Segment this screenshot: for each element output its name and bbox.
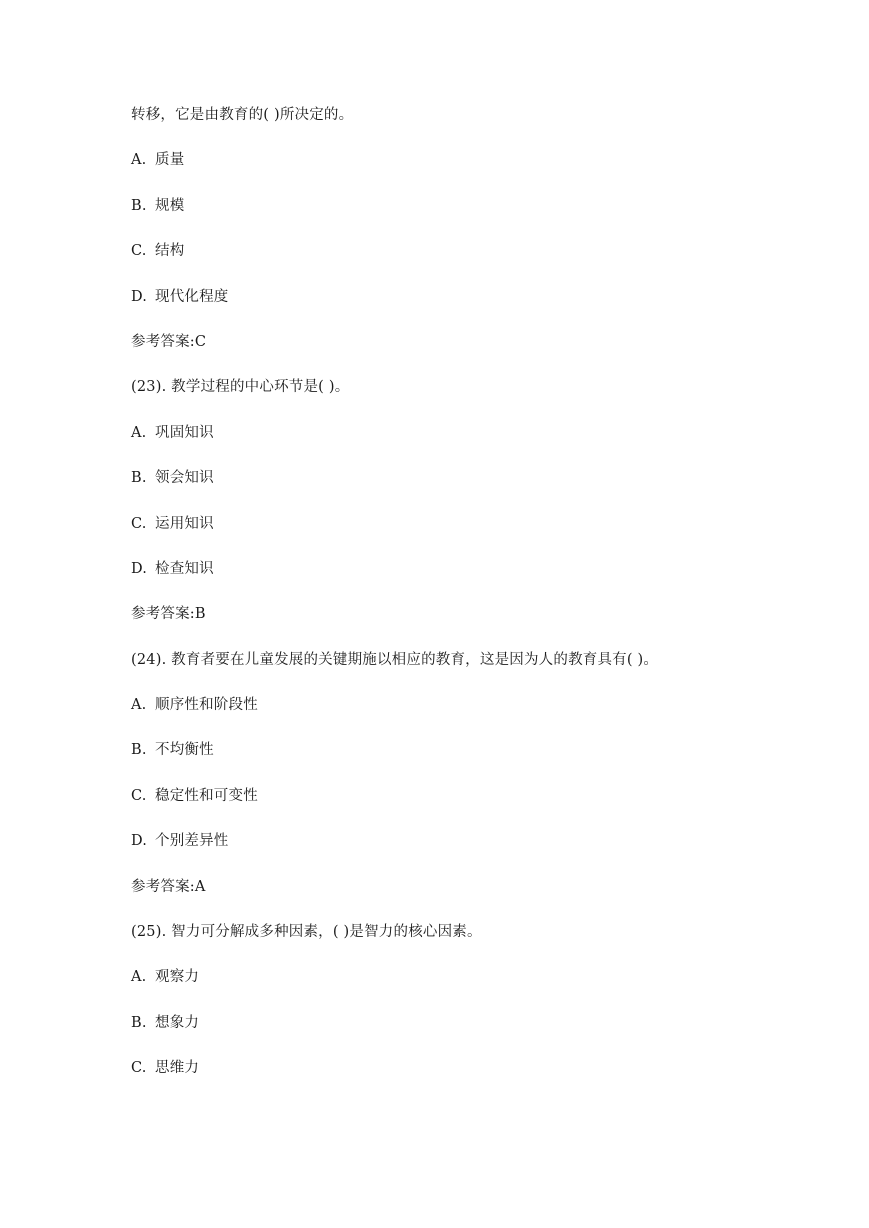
option-a: A. 顺序性和阶段性 — [131, 697, 258, 714]
option-d: D. 个别差异性 — [131, 833, 229, 850]
option-a: A. 质量 — [131, 152, 185, 169]
question-continuation: 转移，它是由教育的( )所决定的。 — [131, 107, 354, 123]
option-c: C. 稳定性和可变性 — [131, 787, 258, 804]
option-c: C. 运用知识 — [131, 515, 214, 532]
question-25: (25). 智力可分解成多种因素，( )是智力的核心因素。 — [131, 924, 482, 941]
option-a: A. 观察力 — [131, 969, 200, 986]
document-page — [131, 104, 831, 1103]
question-23: (23). 教学过程的中心环节是( )。 — [131, 379, 350, 396]
option-d: D. 现代化程度 — [131, 288, 229, 305]
option-b: B. 想象力 — [131, 1014, 200, 1031]
option-b: B. 不均衡性 — [131, 742, 214, 759]
option-b: B. 领会知识 — [131, 470, 214, 487]
option-b: B. 规模 — [131, 197, 185, 214]
option-d: D. 检查知识 — [131, 560, 214, 577]
reference-answer: 参考答案:B — [131, 606, 206, 623]
question-24: (24). 教育者要在儿童发展的关键期施以相应的教育，这是因为人的教育具有( )。 — [131, 651, 659, 668]
option-c: C. 思维力 — [131, 1060, 200, 1077]
option-a: A. 巩固知识 — [131, 424, 214, 441]
reference-answer: 参考答案:A — [131, 878, 206, 895]
option-c: C. 结构 — [131, 243, 185, 260]
reference-answer: 参考答案:C — [131, 333, 207, 350]
